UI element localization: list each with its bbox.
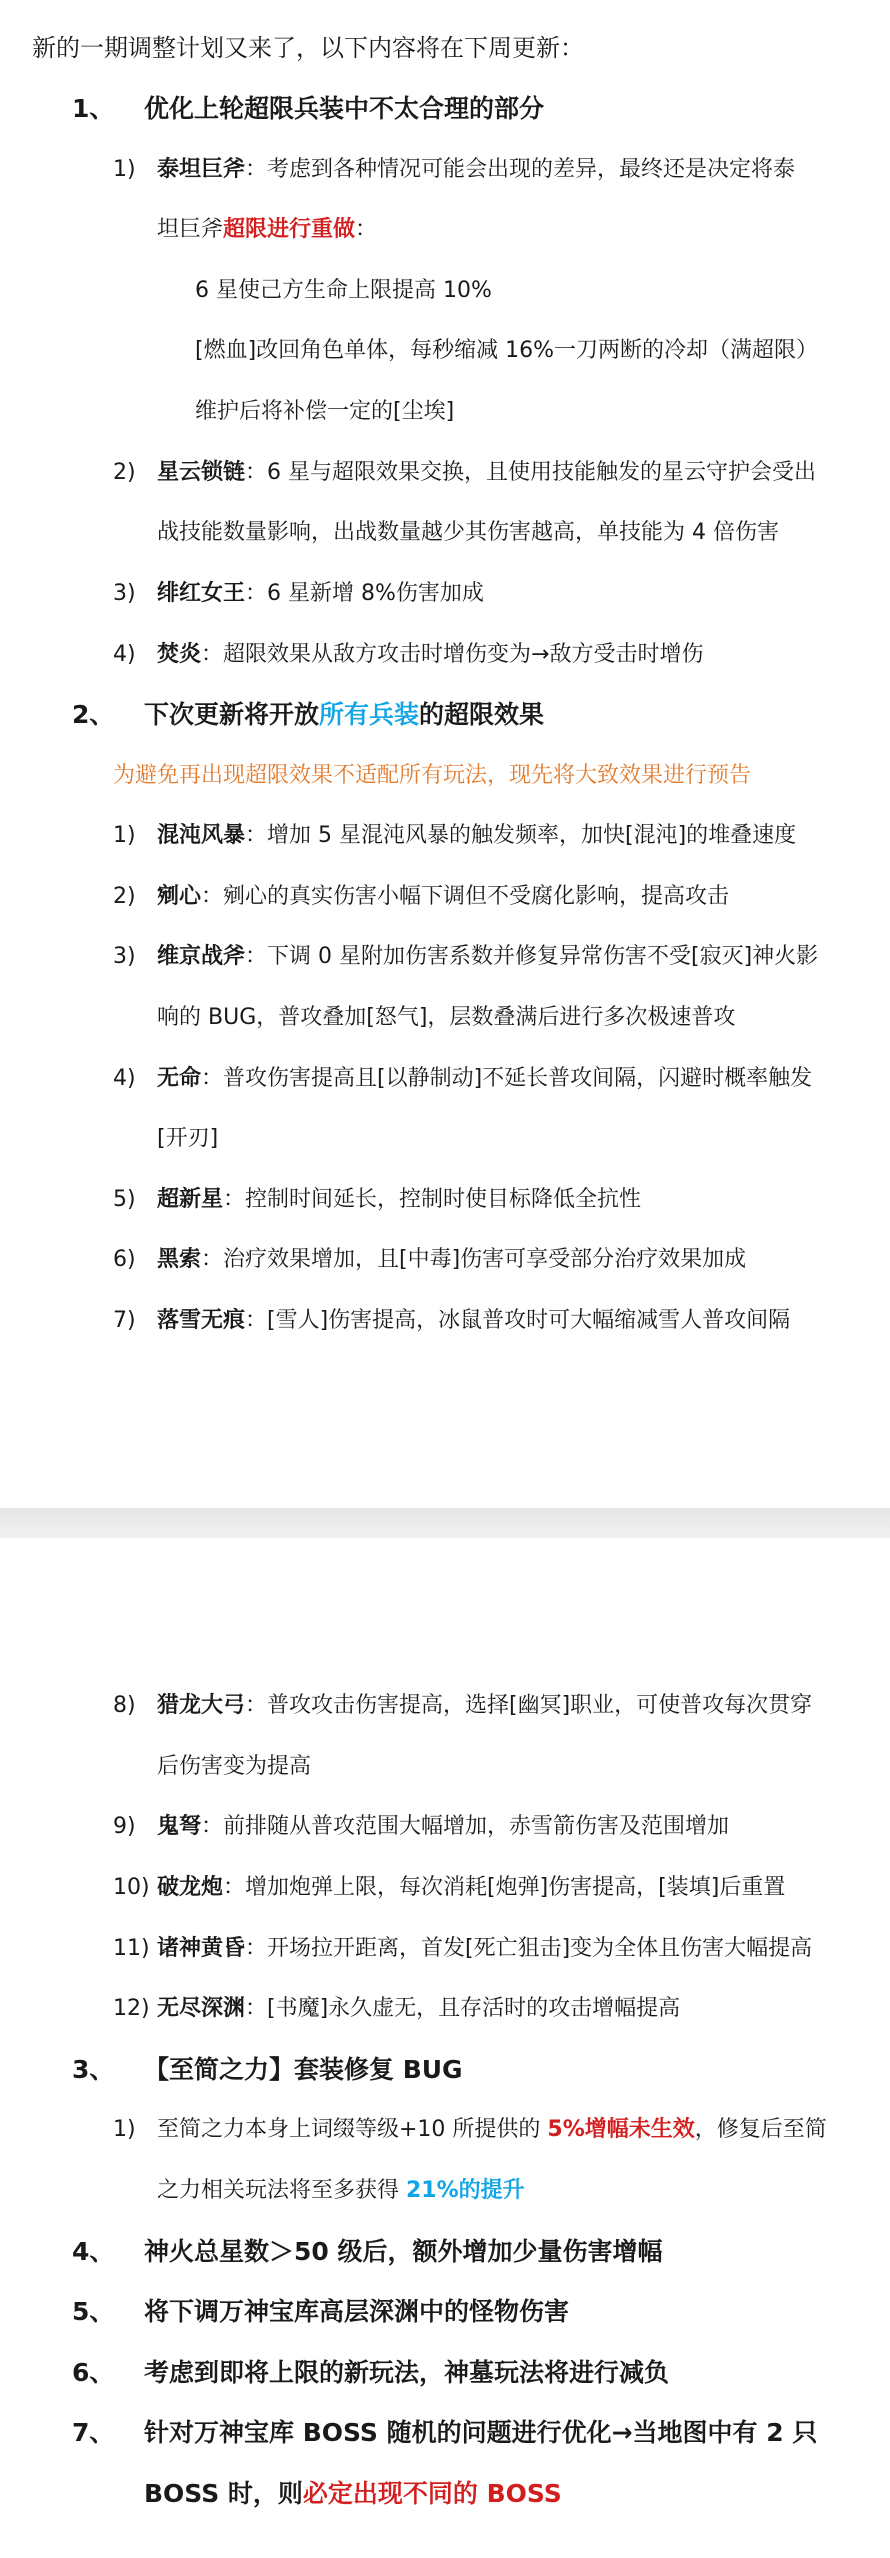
- section-7-continuation: [144, 2479, 562, 2509]
- list-item: [113, 1245, 746, 1275]
- list-item: [113, 821, 796, 851]
- list-item-continuation: 后伤害变为提高: [157, 1754, 312, 1779]
- page-break: [0, 1508, 890, 1538]
- item-number: 9): [113, 1814, 136, 1839]
- highlight-text: 所有兵装: [319, 700, 420, 729]
- section-2-heading: [72, 700, 544, 730]
- item-number: 2): [113, 460, 136, 485]
- item-number: 4): [113, 642, 136, 667]
- item-text: ，修复后至简: [694, 2117, 827, 2142]
- section-title: 下次更新将开放: [144, 700, 320, 729]
- list-item-continuation: 响的 BUG，普攻叠加[怒气]，层数叠满后进行多次极速普攻: [157, 1005, 736, 1030]
- highlight-text: 5%增幅未生效: [547, 2117, 695, 2142]
- list-item: [113, 942, 818, 972]
- item-name: 无命: [157, 1066, 202, 1091]
- notice-text: 为避免再出现超限效果不适配所有玩法，现先将大致效果进行预告: [113, 763, 752, 788]
- highlight-text: 21%的提升: [406, 2178, 525, 2203]
- item-text: 至简之力本身上词缀等级+10 所提供的: [157, 2117, 548, 2142]
- item-name: 黑索: [157, 1247, 202, 1272]
- item-number: 5): [113, 1187, 136, 1212]
- item-number: 1): [113, 823, 136, 848]
- sub-line: 维护后将补偿一定的[尘埃]: [195, 399, 455, 424]
- section-number: 4、: [72, 2237, 115, 2266]
- section-7-heading: [72, 2418, 817, 2448]
- highlight-text: 超限进行重做: [223, 217, 356, 242]
- item-text: ：增加炮弹上限，每次消耗[炮弹]伤害提高，[装填]后重置: [223, 1875, 786, 1900]
- intro-text: 新的一期调整计划又来了，以下内容将在下周更新：: [32, 34, 584, 62]
- item-name: 鬼弩: [157, 1814, 202, 1839]
- sub-line: 6 星使己方生命上限提高 10%: [195, 278, 492, 303]
- item-text: ：考虑到各种情况可能会出现的差异，最终还是决定将泰: [245, 157, 796, 182]
- section-number: 5、: [72, 2297, 115, 2326]
- item-name: 破龙炮: [157, 1875, 224, 1900]
- item-number: 12): [113, 1996, 150, 2021]
- item-text: ：前排随从普攻范围大幅增加，赤雪箭伤害及范围增加: [201, 1814, 730, 1839]
- list-item: [113, 1812, 729, 1842]
- item-text: ：6 星新增 8%伤害加成: [245, 581, 484, 606]
- highlight-text: 必定出现不同的 BOSS: [302, 2479, 562, 2508]
- item-text: ：[雪人]伤害提高，冰鼠普攻时可大幅缩减雪人普攻间隔: [245, 1308, 791, 1333]
- item-text: ：6 星与超限效果交换，且使用技能触发的星云守护会受出: [245, 460, 817, 485]
- item-name: 星云锁链: [157, 460, 246, 485]
- section-4-heading: [72, 2237, 663, 2267]
- section-title: 神火总星数＞50 级后，额外增加少量伤害增幅: [144, 2237, 663, 2266]
- item-text: ：[书魔]永久虚无，且存活时的攻击增幅提高: [245, 1996, 681, 2021]
- item-number: 7): [113, 1308, 136, 1333]
- item-name: 超新星: [157, 1187, 224, 1212]
- item-text: ：超限效果从敌方攻击时增伤变为→敌方受击时增伤: [201, 642, 704, 667]
- item-name: 泰坦巨斧: [157, 157, 246, 182]
- list-item: [113, 1873, 785, 1903]
- section-number: 7、: [72, 2418, 115, 2447]
- list-item: [113, 458, 816, 488]
- item-number: 4): [113, 1066, 136, 1091]
- list-item: [113, 2115, 827, 2145]
- section-1-heading: [72, 94, 544, 124]
- item-number: 1): [113, 2117, 136, 2142]
- section-6-heading: [72, 2358, 669, 2388]
- list-item-continuation: [157, 2176, 525, 2206]
- item-name: 焚炎: [157, 642, 202, 667]
- item-number: 2): [113, 884, 136, 909]
- list-item: [113, 1934, 812, 1964]
- section-3-heading: [72, 2055, 463, 2085]
- list-item: [113, 882, 729, 912]
- item-name: 诸神黄昏: [157, 1936, 246, 1961]
- section-title: 优化上轮超限兵装中不太合理的部分: [144, 94, 545, 123]
- item-number: 10): [113, 1875, 150, 1900]
- item-text: ：普攻伤害提高且[以静制动]不延长普攻间隔，闪避时概率触发: [201, 1066, 813, 1091]
- item-text: ：治疗效果增加，且[中毒]伤害可享受部分治疗效果加成: [201, 1247, 747, 1272]
- list-item: [113, 1691, 812, 1721]
- section-title: 针对万神宝库 BOSS 随机的问题进行优化→当地图中有 2 只: [144, 2418, 818, 2447]
- item-text: ：剜心的真实伤害小幅下调但不受腐化影响，提高攻击: [201, 884, 730, 909]
- section-number: 2、: [72, 700, 115, 729]
- item-name: 混沌风暴: [157, 823, 246, 848]
- sub-line: [燃血]改回角色单体，每秒缩减 16%一刀两断的冷却（满超限）: [195, 338, 819, 363]
- item-text: ：控制时间延长，控制时使目标降低全抗性: [223, 1187, 642, 1212]
- section-title: BOSS 时，则: [144, 2479, 303, 2508]
- item-text: ：普攻攻击伤害提高，选择[幽冥]职业，可使普攻每次贯穿: [245, 1693, 813, 1718]
- list-item: [113, 1185, 641, 1215]
- item-number: 6): [113, 1247, 136, 1272]
- item-number: 3): [113, 581, 136, 606]
- item-text: 坦巨斧: [157, 217, 224, 242]
- item-text: ：开场拉开距离，首发[死亡狙击]变为全体且伤害大幅提高: [245, 1936, 813, 1961]
- item-number: 8): [113, 1693, 136, 1718]
- item-name: 维京战斧: [157, 944, 246, 969]
- item-name: 猎龙大弓: [157, 1693, 246, 1718]
- item-name: 落雪无痕: [157, 1308, 246, 1333]
- item-text: ：下调 0 星附加伤害系数并修复异常伤害不受[寂灭]神火影: [245, 944, 819, 969]
- list-item: [113, 1064, 812, 1094]
- list-item: [113, 579, 484, 609]
- item-name: 无尽深渊: [157, 1996, 246, 2021]
- item-number: 11): [113, 1936, 150, 1961]
- section-title: 将下调万神宝库高层深渊中的怪物伤害: [144, 2297, 570, 2326]
- list-item-continuation: [开刃]: [157, 1126, 219, 1151]
- item-name: 剜心: [157, 884, 202, 909]
- item-text: ：增加 5 星混沌风暴的触发频率，加快[混沌]的堆叠速度: [245, 823, 797, 848]
- section-5-heading: [72, 2297, 569, 2327]
- list-item-continuation: 战技能数量影响，出战数量越少其伤害越高，单技能为 4 倍伤害: [157, 520, 779, 545]
- section-title: 考虑到即将上限的新玩法，神墓玩法将进行减负: [144, 2358, 670, 2387]
- section-title: 【至简之力】套装修复 BUG: [144, 2055, 463, 2084]
- list-item: [113, 1994, 680, 2024]
- list-item: [113, 1306, 790, 1336]
- list-item: [113, 155, 795, 185]
- section-number: 3、: [72, 2055, 115, 2084]
- section-number: 1、: [72, 94, 115, 123]
- list-item-continuation: [157, 215, 377, 245]
- section-title: 的超限效果: [419, 700, 545, 729]
- item-name: 绯红女王: [157, 581, 246, 606]
- section-number: 6、: [72, 2358, 115, 2387]
- item-text: 之力相关玩法将至多获得: [157, 2178, 406, 2203]
- list-item: [113, 640, 703, 670]
- item-number: 1): [113, 157, 136, 182]
- item-number: 3): [113, 944, 136, 969]
- item-text: ：: [355, 217, 378, 242]
- document-page-2: [0, 1538, 890, 2558]
